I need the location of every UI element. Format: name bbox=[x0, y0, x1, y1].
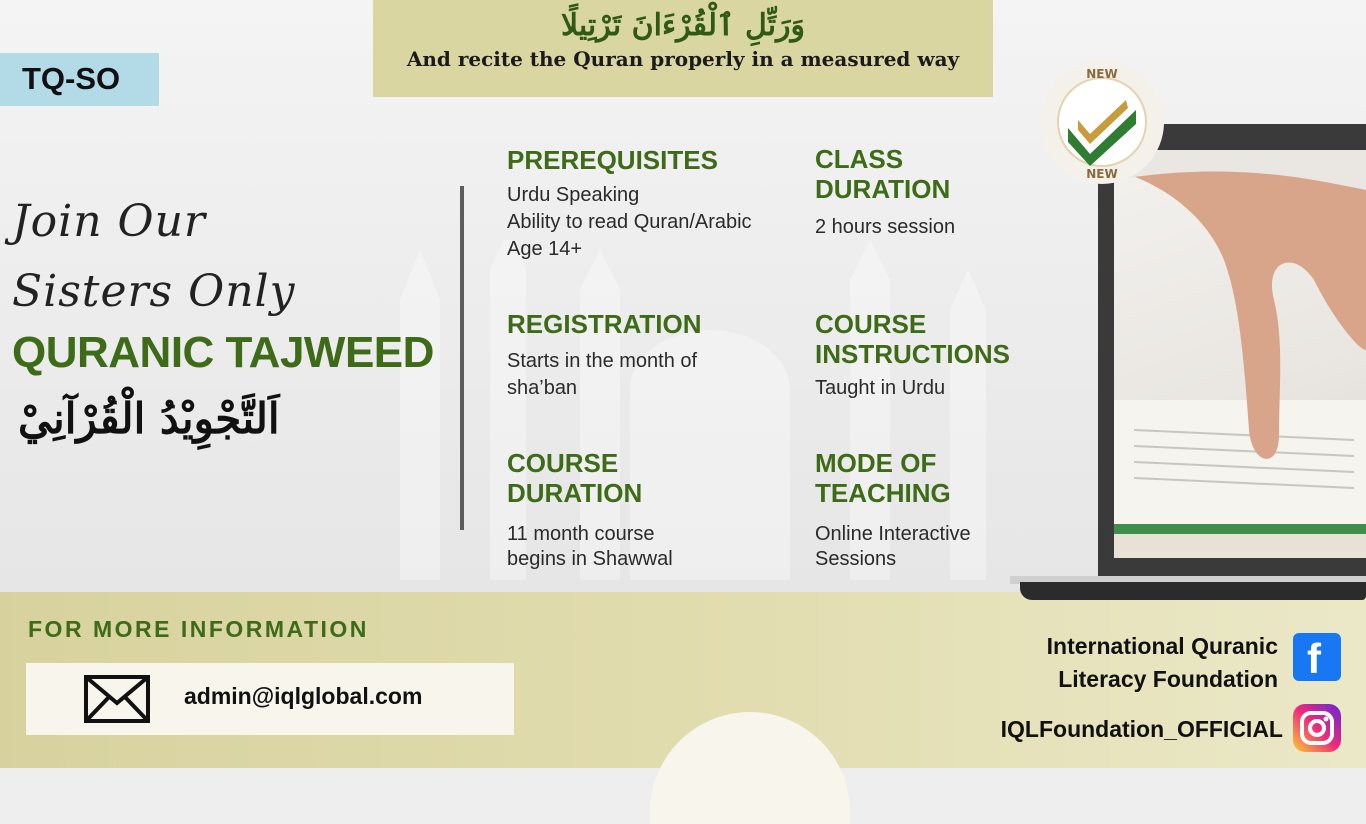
class-duration-heading-line: DURATION bbox=[815, 174, 951, 204]
verse-translation: And recite the Quran properly in a measured way bbox=[406, 47, 960, 71]
instagram-icon[interactable] bbox=[1293, 704, 1341, 752]
course-instructions-text: Taught in Urdu bbox=[815, 377, 946, 399]
logo-emblem-icon bbox=[1038, 58, 1166, 186]
prerequisites-list bbox=[507, 182, 752, 263]
course-code-tag: TQ-SO bbox=[0, 53, 159, 106]
logo-badge-text: NEW bbox=[1086, 167, 1118, 181]
instagram-handle[interactable]: IQLFoundation_OFFICIAL bbox=[1000, 716, 1283, 742]
organization-name-line: International Quranic bbox=[1046, 633, 1278, 659]
registration-heading: REGISTRATION bbox=[507, 309, 702, 339]
course-instructions-heading-line: INSTRUCTIONS bbox=[815, 339, 1010, 369]
course-instructions-heading-line: COURSE bbox=[815, 309, 927, 339]
mosque-silhouette-icon bbox=[380, 240, 1080, 580]
mode-of-teaching-text bbox=[815, 522, 971, 572]
course-duration-heading-line: DURATION bbox=[507, 478, 643, 508]
script-line-1: Join Our bbox=[12, 196, 206, 247]
course-duration-heading-line: COURSE bbox=[507, 448, 619, 478]
laptop-screen-image bbox=[1114, 150, 1366, 558]
class-duration-heading-line: CLASS bbox=[815, 144, 904, 174]
registration-line: Starts in the month of bbox=[507, 350, 698, 372]
course-title: QURANIC TAJWEED bbox=[12, 328, 434, 377]
logo-badge-text: NEW bbox=[1086, 67, 1118, 81]
mode-of-teaching-line: Sessions bbox=[815, 548, 897, 570]
course-duration-line: begins in Shawwal bbox=[507, 548, 673, 570]
course-instructions-heading bbox=[815, 309, 1010, 369]
facebook-icon[interactable]: f bbox=[1293, 633, 1341, 681]
verse-banner bbox=[373, 0, 993, 97]
registration-line: sha’ban bbox=[507, 377, 578, 399]
mode-of-teaching-heading bbox=[815, 448, 951, 508]
hand-reading-quran-image bbox=[1114, 150, 1366, 558]
class-duration-text: 2 hours session bbox=[815, 216, 956, 238]
course-duration-heading bbox=[507, 448, 642, 508]
organization-name-line: Literacy Foundation bbox=[1058, 666, 1278, 692]
vertical-divider bbox=[460, 186, 464, 530]
mode-of-teaching-line: Online Interactive bbox=[815, 523, 971, 545]
mail-icon bbox=[84, 675, 150, 723]
course-duration-line: 11 month course bbox=[507, 523, 655, 545]
prerequisite-item: Urdu Speaking bbox=[507, 184, 640, 206]
organization-name bbox=[948, 630, 1278, 696]
prerequisites-heading: PREREQUISITES bbox=[507, 145, 718, 175]
email-address[interactable]: admin@iqlglobal.com bbox=[184, 683, 423, 709]
script-line-2: Sisters Only bbox=[12, 266, 296, 317]
registration-text bbox=[507, 348, 697, 402]
class-duration-heading bbox=[815, 144, 950, 204]
email-contact-box[interactable] bbox=[26, 663, 514, 735]
course-title-arabic: اَلتَّجْوِيْدُ الْقُرْآنِيْ bbox=[18, 394, 280, 443]
more-info-heading: FOR MORE INFORMATION bbox=[28, 616, 369, 642]
prerequisite-item: Ability to read Quran/Arabic bbox=[507, 211, 752, 233]
prerequisite-item: Age 14+ bbox=[507, 238, 583, 260]
mode-of-teaching-heading-line: MODE OF bbox=[815, 448, 937, 478]
laptop-base bbox=[1020, 582, 1366, 600]
verse-arabic: وَرَتِّلِ ٱلْقُرْءَانَ تَرْتِيلًا bbox=[560, 8, 806, 43]
course-duration-text bbox=[507, 522, 673, 572]
mode-of-teaching-heading-line: TEACHING bbox=[815, 478, 951, 508]
